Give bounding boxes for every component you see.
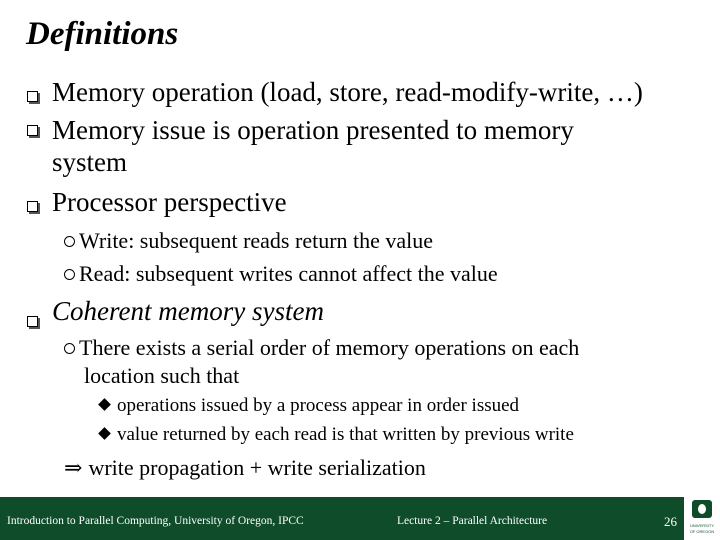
bullet-coherent-memory: Coherent memory system bbox=[52, 296, 324, 326]
slide-footer bbox=[0, 497, 720, 540]
page-number: 26 bbox=[664, 514, 677, 529]
sub-bullet-serial-order bbox=[64, 335, 579, 361]
footer-lecture: Lecture 2 – Parallel Architecture bbox=[397, 515, 548, 527]
circle-bullet-icon bbox=[64, 236, 75, 247]
sub-bullet-write-text: Write: subsequent reads return the value bbox=[79, 228, 434, 253]
sub-bullet-serial-order-cont: location such that bbox=[84, 363, 240, 388]
diamond-bullet-icon bbox=[98, 427, 111, 440]
circle-bullet-icon bbox=[64, 343, 75, 354]
slide-title: Definitions bbox=[26, 16, 179, 52]
sub-bullet-serial-order-text: There exists a serial order of memory operations on each bbox=[79, 335, 580, 360]
diamond-item-read-value-text: value returned by each read is that written by previous write bbox=[117, 424, 574, 445]
implies-arrow-icon: ⇒ bbox=[64, 455, 83, 480]
university-logo bbox=[684, 497, 720, 540]
sub-bullet-read bbox=[64, 261, 498, 287]
bullet-processor-perspective: Processor perspective bbox=[52, 187, 287, 217]
diamond-item-order-issued bbox=[98, 395, 519, 417]
square-bullet-icon bbox=[27, 125, 38, 136]
bullet-memory-issue-cont: system bbox=[52, 147, 128, 177]
circle-bullet-icon bbox=[64, 269, 75, 280]
diamond-bullet-icon bbox=[98, 398, 111, 411]
logo-line1: UNIVERSITY bbox=[689, 523, 714, 528]
logo-line2: OF OREGON bbox=[689, 529, 715, 534]
oregon-o-icon bbox=[692, 500, 712, 518]
square-bullet-icon bbox=[27, 91, 38, 102]
diamond-item-order-issued-text: operations issued by a process appear in order issued bbox=[117, 395, 520, 416]
sub-bullet-write bbox=[64, 228, 433, 254]
bullet-memory-operation: Memory operation (load, store, read-modify-write, …) bbox=[52, 77, 643, 107]
implies-line-text: write propagation + write serialization bbox=[88, 455, 426, 480]
diamond-item-read-value bbox=[98, 424, 574, 446]
bullet-memory-issue: Memory issue is operation presented to memory bbox=[52, 115, 574, 145]
sub-bullet-read-text: Read: subsequent writes cannot affect the value bbox=[79, 261, 498, 286]
footer-course: Introduction to Parallel Computing, University of Oregon, IPCC bbox=[7, 515, 304, 527]
implies-line bbox=[64, 455, 426, 481]
square-bullet-icon bbox=[27, 316, 38, 327]
square-bullet-icon bbox=[27, 201, 38, 212]
